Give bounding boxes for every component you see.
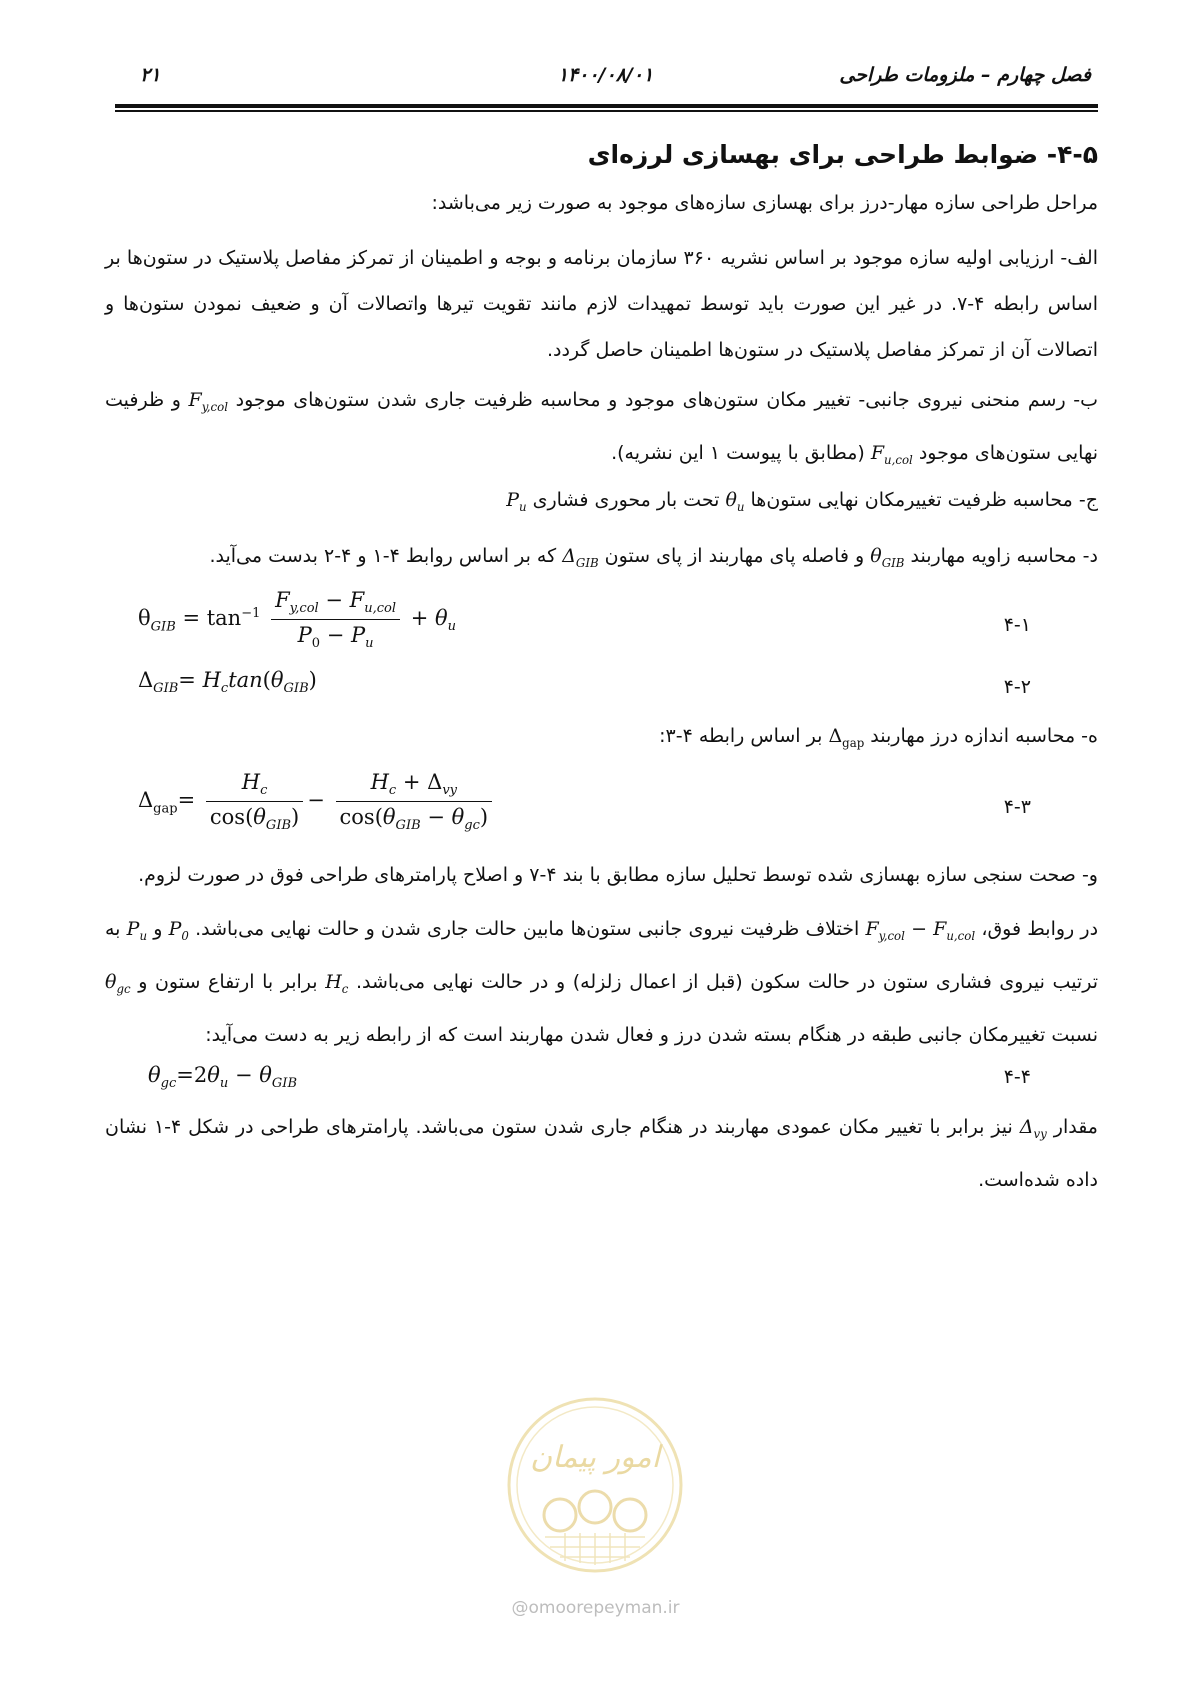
explanation-sym-fdiff: $F_{y,col} - F_{u,col}$ (865, 918, 976, 943)
step-be-sym-fucol: $F_{u,col}$ (870, 441, 913, 467)
step-jim (105, 477, 1098, 530)
step-he-text2: بر اساس رابطه ۴-۳: (659, 725, 823, 747)
step-he-sym-deltagap: $\Delta_{gap}$ (828, 725, 865, 750)
explanation-paragraph (105, 906, 1098, 1058)
final-sym-deltavy: $\Delta_{vy}$ (1019, 1116, 1047, 1141)
equation-2: $\Delta_{GIB}= H_c\tan(\theta_{GIB})$ (138, 668, 317, 697)
explanation-text5: برابر با ارتفاع ستون و (138, 970, 318, 993)
watermark-logo (505, 1395, 685, 1575)
step-jim-sym-pu: $P_u$ (506, 489, 527, 514)
step-jim-text1: ج- محاسبه ظرفیت تغییرمکان نهایی ستون‌ها (750, 489, 1098, 511)
page-header (120, 58, 1091, 92)
explanation-sym-pu: $P_u$ (126, 918, 148, 943)
step-be-text3: (مطابق با پیوست ۱ این نشریه). (611, 441, 865, 464)
equation-2-number: ۴-۲ (1003, 676, 1031, 698)
intro-text: مراحل طراحی سازه مهار-درز برای بهسازی سازه‌های موجود به صورت زیر می‌باشد: (431, 192, 1098, 214)
explanation-text2: اختلاف ظرفیت نیروی جانبی ستون‌ها مابین حالت جاری شدن و حالت نهایی می‌باشد. (195, 918, 860, 940)
step-dal-sym-deltagib: $\Delta_{GIB}$ (562, 545, 599, 570)
page-number: ۲۱ (140, 64, 161, 86)
explanation-text3: و (153, 918, 163, 940)
header-rule-thin (115, 110, 1098, 112)
final-paragraph (105, 1104, 1098, 1203)
explanation-sym-p0: $P_0$ (168, 918, 189, 943)
watermark-logo-text: امور پیمان (530, 1440, 660, 1475)
step-vav-text: و- صحت سنجی سازه بهسازی شده توسط تحلیل سازه مطابق با بند ۴-۷ و اصلاح پارامترهای طراحی فوق در صورت لزوم. (138, 864, 1098, 886)
explanation-sym-thetagc: $\theta_{gc}$ (105, 970, 131, 996)
equation-3-number: ۴-۳ (1003, 796, 1031, 818)
final-text1: مقدار (1053, 1116, 1098, 1138)
explanation-text4: به ترتیب نیروی فشاری ستون در حالت سکون (قبل از اعمال زلزله) و در حالت نهایی می‌باشد. (105, 918, 1098, 993)
explanation-text1: در روابط فوق، (981, 918, 1099, 940)
equation-1-number: ۴-۱ (1003, 614, 1031, 636)
equation-4: $\theta_{gc}=2\theta_u - \theta_{GIB}$ (148, 1063, 298, 1092)
step-dal-text1: د- محاسبه زاویه مهاربند (910, 545, 1098, 567)
section-title: ۴-۵- ضوابط طراحی برای بهسازی لرزه‌ای (587, 140, 1098, 169)
equation-3: $\Delta_{gap}=$ $\frac{H_c}{\cos(\theta_{GIB})}$ − $\frac{H_c + \Delta_{vy}}{\cos(\theta_{GIB} - \theta_{gc})}$ (138, 770, 496, 833)
watermark-site: @omoorepeyman.ir (511, 1598, 680, 1618)
step-vav (105, 852, 1098, 898)
step-he-text1: ه- محاسبه اندازه درز مهاربند (870, 725, 1098, 747)
equation-4-number: ۴-۴ (1003, 1066, 1031, 1088)
step-dal-text3: که بر اساس روابط ۴-۱ و ۴-۲ بدست می‌آید. (209, 545, 557, 567)
step-alef-text: الف- ارزیابی اولیه سازه موجود بر اساس نشریه ۳۶۰ سازمان برنامه و بوجه و اطمینان از تمرکز مفاصل پلاستیک در ستون‌ها بر اساس رابطه ۴-۷. در غیر این صورت باید توسط تمهیدات لازم مانند تقویت تیرها واتصالات آن و ضعیف نمودن ستون‌ها و اتصالات آن از تمرکز مفاصل پلاستیک در ستون‌ها اطمینان حاصل گردد. (105, 247, 1098, 361)
header-rule-thick (115, 104, 1098, 108)
step-be-text2: و ظرفیت نهایی ستون‌های موجود (105, 389, 1098, 464)
step-jim-text2: تحت بار محوری فشاری (532, 489, 720, 511)
chapter-title: فصل چهارم – ملزومات طراحی (839, 64, 1091, 86)
step-be (105, 377, 1098, 483)
step-alef (105, 235, 1098, 373)
intro-paragraph (105, 180, 1098, 226)
final-text2: نیز برابر با تغییر مکان عمودی مهاربند در هنگام جاری شدن ستون می‌باشد. پارامترهای طراحی در شکل ۴-۱ نشان داده شده‌است. (105, 1116, 1098, 1191)
step-he (105, 713, 1098, 766)
explanation-text6: نسبت تغییرمکان جانبی طبقه در هنگام بسته شدن درز و فعال شدن مهاربند است که از رابطه زیر به دست می‌آید: (205, 1023, 1098, 1046)
step-be-text1: ب- رسم منحنی نیروی جانبی- تغییر مکان ستون‌های موجود و محاسبه ظرفیت جاری شدن ستون‌های موجود (235, 389, 1098, 411)
explanation-sym-hc: $H_c$ (325, 970, 349, 996)
step-dal-text2: و فاصله پای مهاربند از پای ستون (604, 545, 865, 567)
header-date: ۱۴۰۰/۰۸/۰۱ (557, 64, 654, 86)
step-dal-sym-thetagib: $\theta_{GIB}$ (870, 545, 905, 570)
step-be-sym-fycol: $F_{y,col}$ (188, 389, 228, 414)
step-dal (105, 533, 1098, 586)
equation-1: $\theta_{GIB} = \tan^{-1}$ $\frac{F_{y,col} - F_{u,col}}{P_0 - P_u}$ + $\theta_u$ (138, 588, 457, 652)
step-jim-sym-thetau: $\theta_u$ (725, 489, 745, 514)
